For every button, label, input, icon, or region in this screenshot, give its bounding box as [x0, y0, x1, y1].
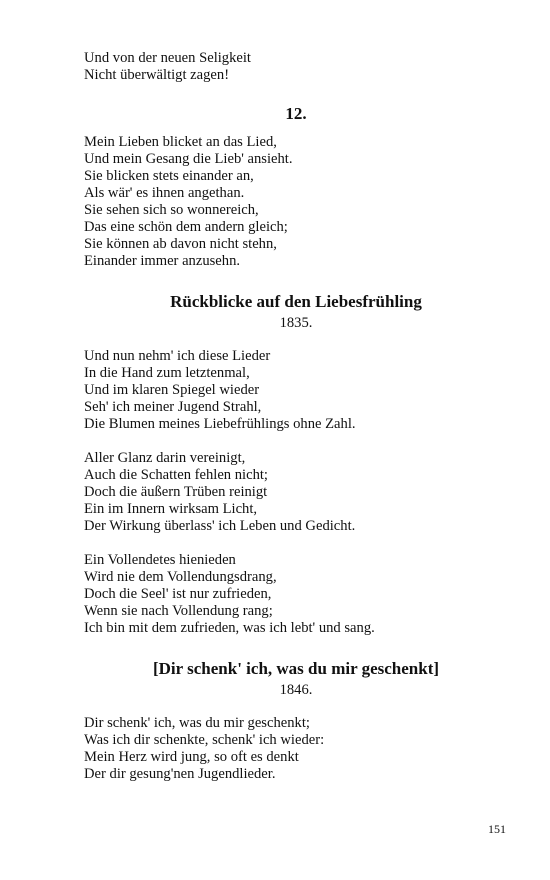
poem-line: Als wär' es ihnen angethan. [84, 185, 245, 201]
poem-line: Doch die äußern Trüben reinigt [84, 484, 268, 500]
poem-line: Und von der neuen Seligkeit [84, 50, 251, 66]
poem-line: Doch die Seel' ist nur zufrieden, [84, 586, 272, 602]
stanza-gap [84, 535, 508, 552]
poem-line: Und im klaren Spiegel wieder [84, 382, 260, 398]
poem-line: Mein Lieben blicket an das Lied, [84, 134, 277, 150]
poem-line: Der Wirkung überlass' ich Leben und Gedicht. [84, 518, 356, 534]
dir-schenk-year: 1846. [279, 682, 313, 698]
poem-line: Ich bin mit dem zufrieden, was ich lebt' und sang. [84, 620, 375, 636]
dir-schenk-stanza [84, 715, 508, 783]
rueckblicke-stanza-1 [84, 348, 508, 433]
poem-line: Ein im Innern wirksam Licht, [84, 501, 258, 517]
poem-12-heading: 12. [285, 104, 307, 123]
intro-stanza [84, 50, 508, 84]
poem-line: Dir schenk' ich, was du mir geschenkt; [84, 715, 310, 731]
poem-line: Und mein Gesang die Lieb' ansieht. [84, 151, 293, 167]
poem-line: Der dir gesung'nen Jugendlieder. [84, 766, 276, 782]
poem-line: Sie können ab davon nicht stehn, [84, 236, 277, 252]
poem-line: Und nun nehm' ich diese Lieder [84, 348, 271, 364]
poem-line: Was ich dir schenkte, schenk' ich wieder: [84, 732, 325, 748]
poem-12-stanza [84, 134, 508, 270]
poem-line: Die Blumen meines Liebefrühlings ohne Zahl. [84, 416, 356, 432]
poem-line: Mein Herz wird jung, so oft es denkt [84, 749, 299, 765]
poem-line: Auch die Schatten fehlen nicht; [84, 467, 268, 483]
poem-line: Das eine schön dem andern gleich; [84, 219, 288, 235]
poem-line: Nicht überwältigt zagen! [84, 67, 230, 83]
poem-line: Seh' ich meiner Jugend Strahl, [84, 399, 262, 415]
page-content [84, 50, 508, 783]
dir-schenk-title: [Dir schenk' ich, was du mir geschenkt] [152, 659, 440, 678]
poem-line: Wird nie dem Vollendungsdrang, [84, 569, 277, 585]
poem-line: Wenn sie nach Vollendung rang; [84, 603, 273, 619]
rueckblicke-stanza-2 [84, 450, 508, 535]
rueckblicke-year: 1835. [279, 315, 313, 331]
rueckblicke-stanza-3 [84, 552, 508, 637]
stanza-gap [84, 433, 508, 450]
poem-line: In die Hand zum letztenmal, [84, 365, 250, 381]
page-number: 151 [488, 822, 506, 836]
poem-line: Sie blicken stets einander an, [84, 168, 254, 184]
poem-line: Einander immer anzusehn. [84, 253, 241, 269]
poem-line: Ein Vollendetes hienieden [84, 552, 236, 568]
poem-line: Aller Glanz darin vereinigt, [84, 450, 246, 466]
poem-line: Sie sehen sich so wonnereich, [84, 202, 259, 218]
rueckblicke-title: Rückblicke auf den Liebesfrühling [170, 292, 422, 311]
